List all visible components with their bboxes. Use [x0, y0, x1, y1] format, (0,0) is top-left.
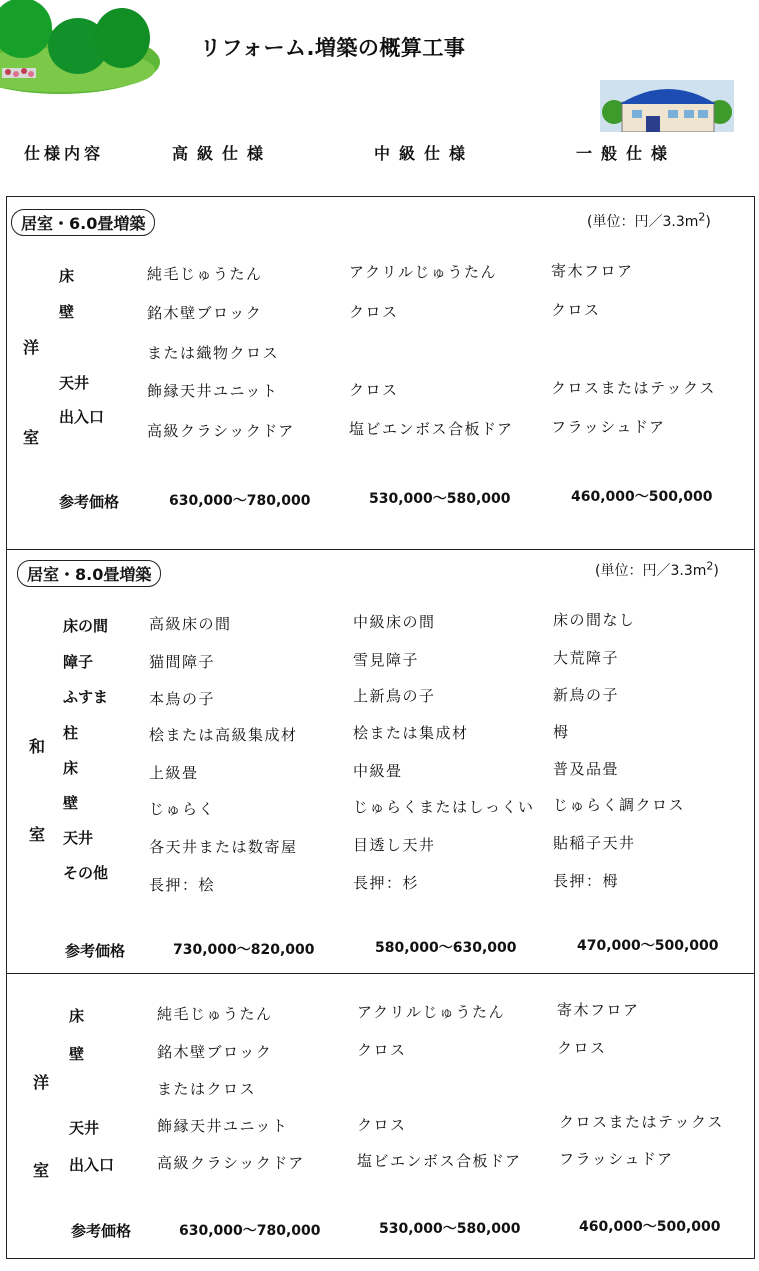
cell-basic: 栂: [553, 723, 570, 741]
cell-premium: または織物クロス: [147, 344, 280, 362]
row-label: 出入口: [59, 408, 105, 426]
cell-standard: 長押：杉: [353, 874, 420, 892]
cell-premium: 各天井または数寄屋: [149, 838, 298, 856]
cell-premium: 銘木壁ブロック: [147, 304, 263, 322]
section-8jo: [6, 549, 755, 974]
cell-premium: 高級床の間: [149, 615, 232, 633]
cell-basic: クロスまたはテックス: [551, 379, 716, 397]
cell-basic: クロスまたはテックス: [559, 1113, 724, 1131]
page-title: リフォーム.増築の概算工事: [200, 36, 466, 60]
cell-standard: 雪見障子: [353, 651, 420, 669]
row-label: 壁: [59, 303, 75, 321]
cell-premium: 長押：桧: [149, 876, 216, 894]
header-spec: 仕様内容: [24, 144, 105, 163]
cell-basic: 大荒障子: [553, 649, 620, 667]
cell-premium: 高級クラシックドア: [157, 1154, 305, 1172]
price-premium: 630,000～780,000: [179, 1223, 321, 1239]
price-standard: 530,000～580,000: [369, 491, 511, 507]
cell-basic: じゅらく調クロス: [553, 796, 686, 814]
header-standard: 中級仕様: [374, 144, 475, 163]
cell-standard: じゅらくまたはしっくい: [353, 798, 535, 816]
room-type-char: 洋: [23, 338, 40, 357]
row-label: 出入口: [69, 1156, 115, 1174]
cell-standard: 塩ビエンボス合板ドア: [349, 420, 514, 438]
row-label: 床: [59, 267, 75, 285]
cell-premium: 本鳥の子: [149, 690, 216, 708]
house-illustration: [600, 80, 734, 132]
unit-note: (単位：円$/3.3m^2$): [587, 210, 711, 230]
cell-premium: 純毛じゅうたん: [147, 265, 263, 283]
cell-premium: 高級クラシックドア: [147, 422, 295, 440]
cell-premium: 飾縁天井ユニット: [157, 1117, 289, 1135]
cell-standard: クロス: [357, 1041, 407, 1059]
cell-basic: フラッシュドア: [551, 418, 666, 436]
row-label: 床: [69, 1007, 85, 1025]
row-label: 障子: [63, 653, 94, 671]
section-western-room: [6, 973, 755, 1259]
price-basic: 460,000～500,000: [571, 489, 713, 505]
section-6jo: [6, 196, 755, 550]
cell-premium: じゅらく: [149, 800, 216, 818]
cell-basic: 長押：栂: [553, 872, 620, 890]
cell-standard: アクリルじゅうたん: [349, 263, 498, 281]
cell-basic: 床の間なし: [553, 611, 636, 629]
header-premium: 高級仕様: [172, 144, 273, 163]
price-premium: 730,000～820,000: [173, 942, 315, 958]
price-basic: 460,000～500,000: [579, 1219, 721, 1235]
room-type-char: 室: [33, 1161, 50, 1180]
cell-basic: 新鳥の子: [553, 686, 620, 704]
cell-basic: 貼稲子天井: [553, 834, 636, 852]
row-label: 床の間: [63, 617, 109, 635]
row-label: 天井: [59, 374, 90, 392]
cell-premium: またはクロス: [157, 1080, 257, 1098]
cell-standard: アクリルじゅうたん: [357, 1003, 506, 1021]
cell-premium: 上級畳: [149, 764, 199, 782]
cell-standard: クロス: [349, 381, 399, 399]
cell-standard: クロス: [349, 303, 399, 321]
row-label: その他: [63, 864, 109, 882]
price-basic: 470,000～500,000: [577, 938, 719, 954]
cell-premium: 純毛じゅうたん: [157, 1005, 273, 1023]
cell-standard: 中級床の間: [353, 613, 436, 631]
price-standard: 530,000～580,000: [379, 1221, 521, 1237]
landscape-illustration: [0, 0, 160, 100]
cell-basic: 寄木フロア: [557, 1001, 640, 1019]
row-label: 壁: [69, 1045, 85, 1063]
price-premium: 630,000～780,000: [169, 493, 311, 509]
row-label: 柱: [63, 724, 79, 742]
cell-premium: 桧または高級集成材: [149, 726, 298, 744]
room-type-char: 洋: [33, 1073, 50, 1092]
price-label: 参考価格: [65, 942, 126, 960]
cell-standard: 中級畳: [353, 762, 403, 780]
cell-standard: 上新鳥の子: [353, 687, 436, 705]
cell-premium: 猫間障子: [149, 653, 216, 671]
price-label: 参考価格: [71, 1222, 132, 1240]
cell-standard: 目透し天井: [353, 836, 436, 854]
row-label: 壁: [63, 794, 79, 812]
cell-basic: クロス: [551, 301, 601, 319]
row-label: 天井: [63, 829, 94, 847]
cell-standard: 桧または集成材: [353, 724, 469, 742]
section-tag: 居室・6.0畳増築: [11, 209, 155, 236]
price-standard: 580,000～630,000: [375, 940, 517, 956]
cell-basic: フラッシュドア: [559, 1150, 674, 1168]
room-type-char: 和: [29, 737, 46, 756]
cell-basic: クロス: [557, 1039, 607, 1057]
row-label: 天井: [69, 1119, 100, 1137]
room-type-char: 室: [23, 428, 40, 447]
cell-basic: 普及品畳: [553, 760, 620, 778]
room-type-char: 室: [29, 825, 46, 844]
row-label: ふすま: [63, 688, 109, 706]
price-label: 参考価格: [59, 493, 120, 511]
cell-standard: クロス: [357, 1116, 407, 1134]
cell-basic: 寄木フロア: [551, 262, 634, 280]
cell-premium: 飾縁天井ユニット: [147, 382, 279, 400]
unit-note: (単位：円$/3.3m^2$): [595, 559, 719, 579]
cell-premium: 銘木壁ブロック: [157, 1043, 273, 1061]
section-tag: 居室・8.0畳増築: [17, 560, 161, 587]
header-basic: 一般仕様: [576, 144, 677, 163]
row-label: 床: [63, 759, 79, 777]
cell-standard: 塩ビエンボス合板ドア: [357, 1152, 522, 1170]
